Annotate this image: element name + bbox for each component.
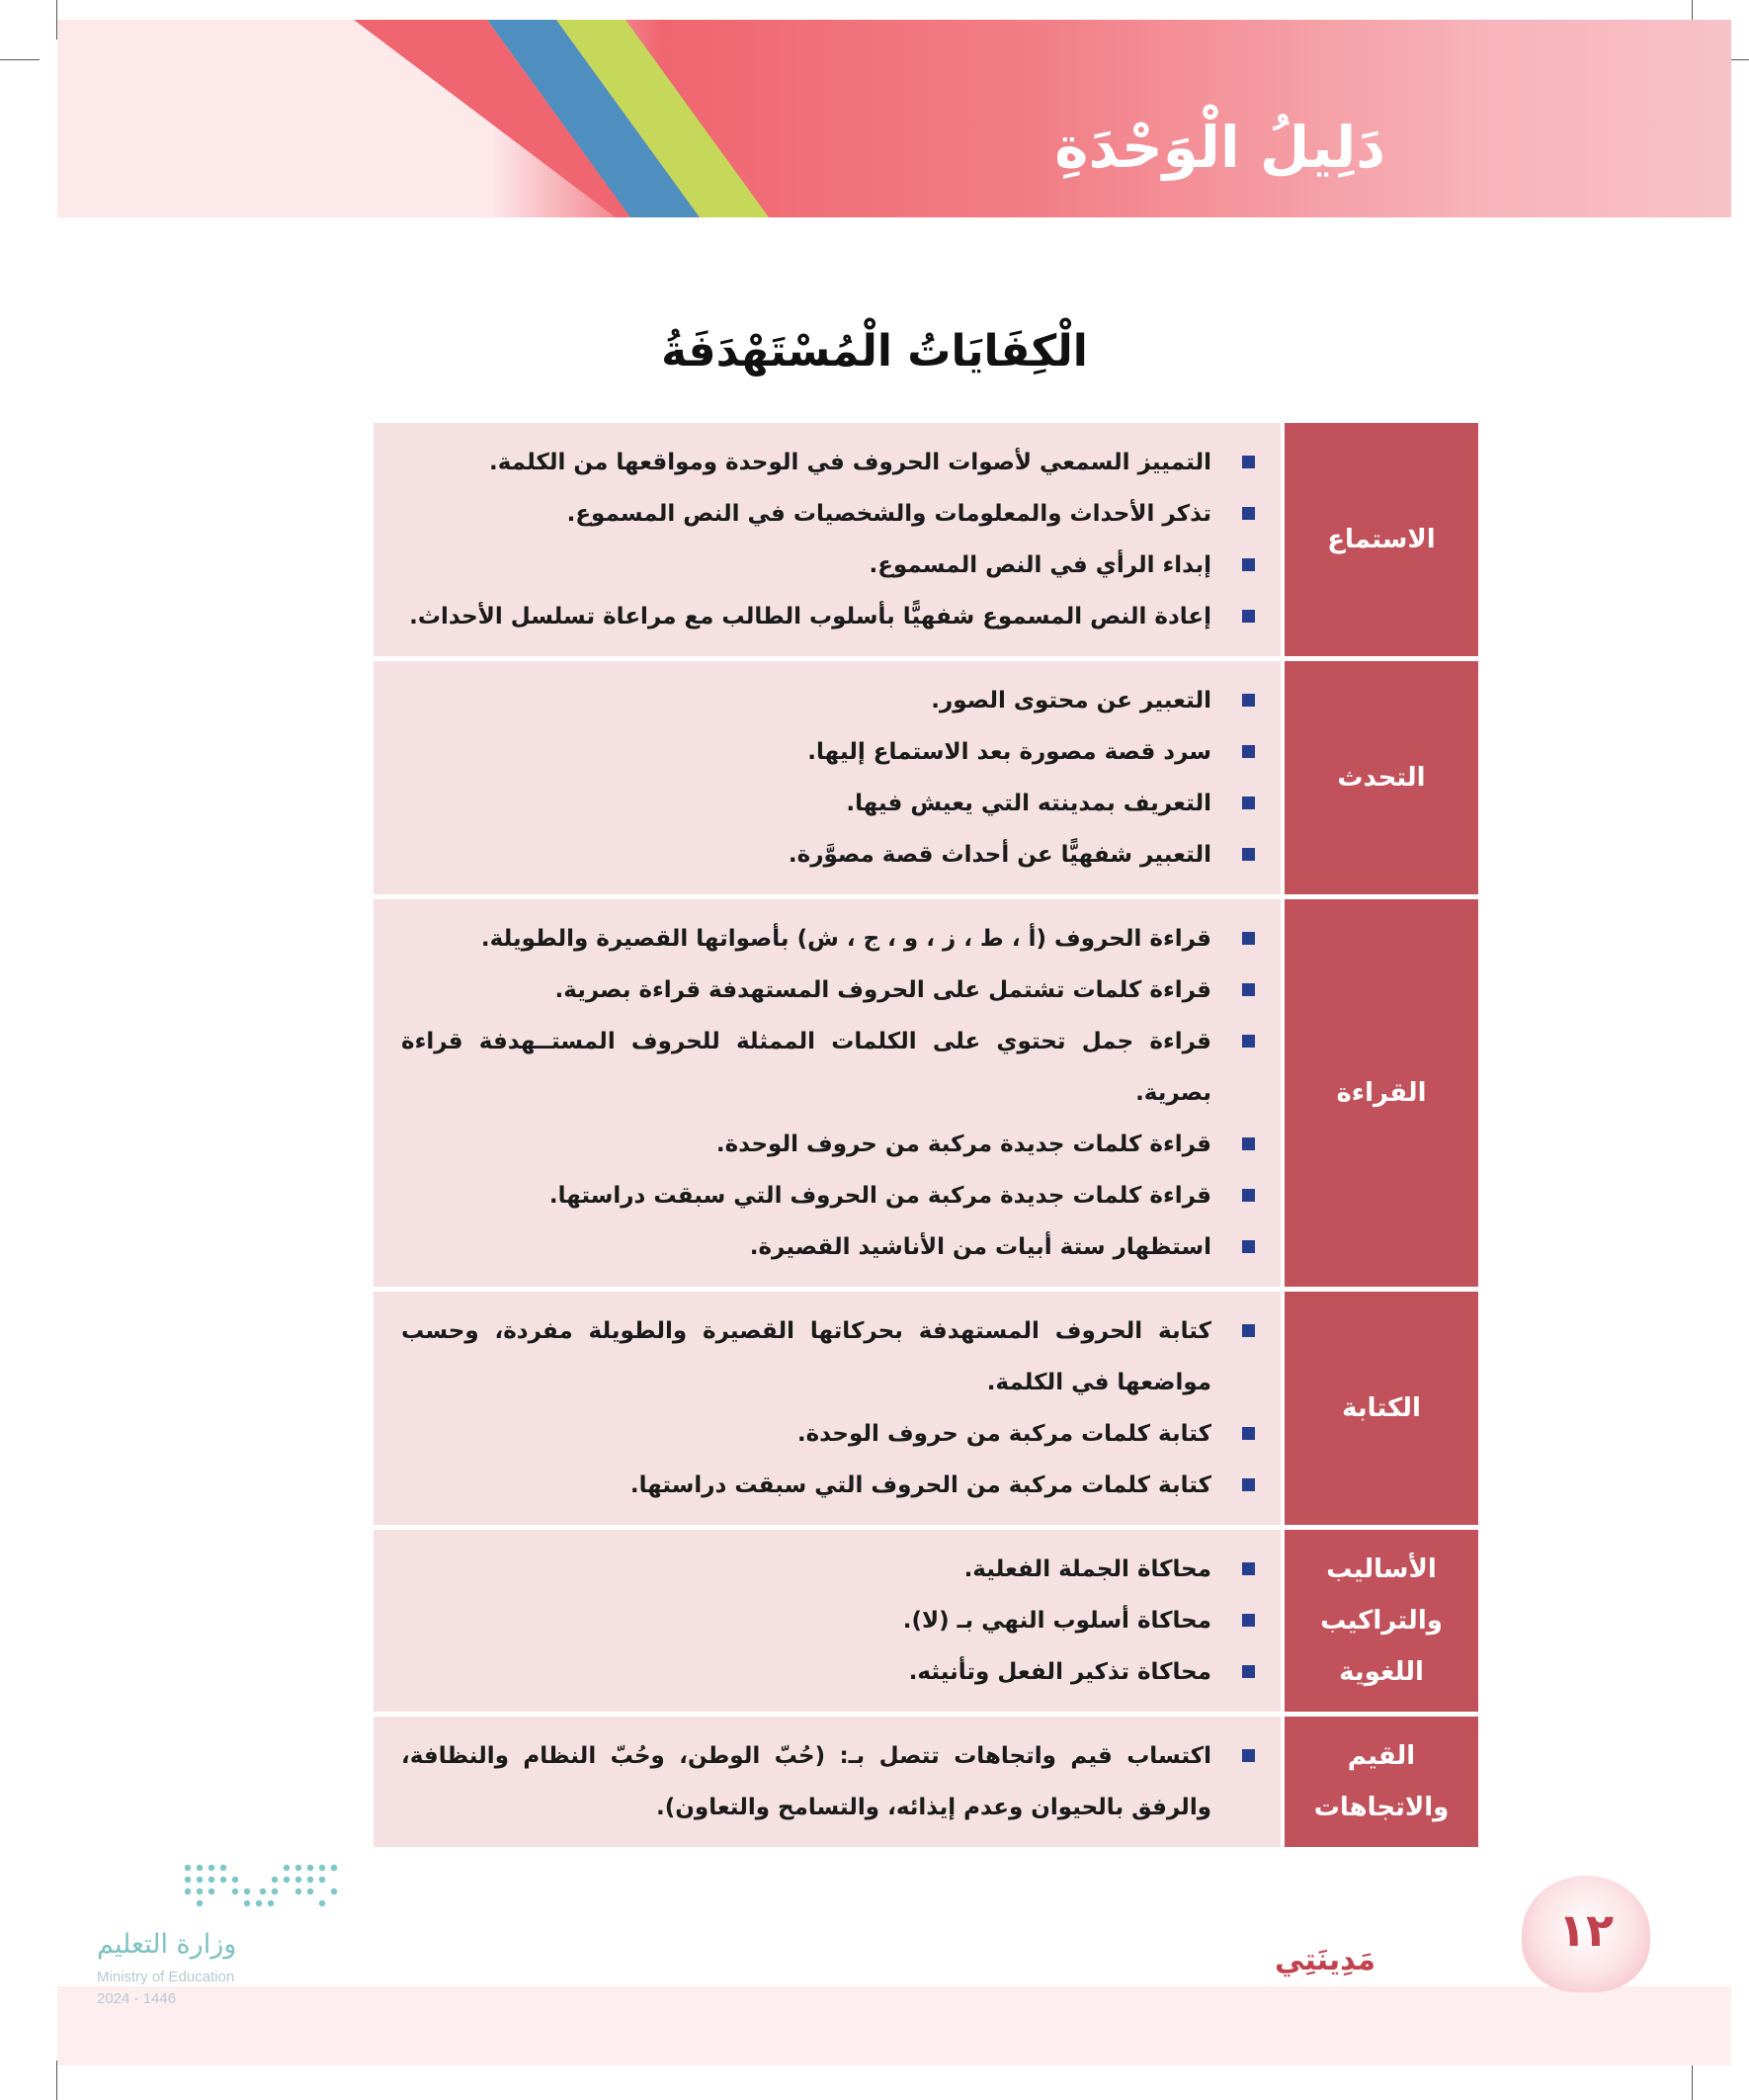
- square-bullet-icon: [1242, 1562, 1255, 1575]
- list-item: إبداء الرأي في النص المسموع.: [401, 540, 1211, 591]
- category-cell: التحدث: [1285, 661, 1478, 894]
- list-item: قراءة جمل تحتوي على الكلمات الممثلة للحروف المستــهدفة قراءة بصرية.: [401, 1016, 1211, 1119]
- category-cell: الأساليب والتراكيب اللغوية: [1285, 1530, 1478, 1712]
- edition-year: 2024 - 1446: [97, 1990, 177, 2007]
- list-item: محاكاة تذكير الفعل وتأنيثه.: [401, 1646, 1211, 1698]
- ministry-name-english: Ministry of Education: [97, 1969, 235, 1985]
- ministry-name-arabic: وزارة التعليم: [97, 1929, 237, 1960]
- list-item: إعادة النص المسموع شفهيًّا بأسلوب الطالب مع مراعاة تسلسل الأحداث.: [401, 591, 1211, 642]
- footer-band: [57, 1986, 1731, 2065]
- table-row: [374, 423, 1478, 656]
- square-bullet-icon: [1242, 797, 1255, 809]
- square-bullet-icon: [1242, 1749, 1255, 1762]
- list-item: التعريف بمدينته التي يعيش فيها.: [401, 778, 1211, 829]
- banner-stripes: [57, 20, 1731, 217]
- list-item: التعبير عن محتوى الصور.: [401, 675, 1211, 726]
- list-item: التمييز السمعي لأصوات الحروف في الوحدة ومواقعها من الكلمة.: [401, 437, 1211, 488]
- list-item: كتابة الحروف المستهدفة بحركاتها القصيرة والطويلة مفردة، وحسب مواضعها في الكلمة.: [401, 1305, 1211, 1408]
- list-item: كتابة كلمات مركبة من الحروف التي سبقت دراستها.: [401, 1460, 1211, 1511]
- crop-mark: [0, 59, 40, 60]
- square-bullet-icon: [1242, 1137, 1255, 1150]
- page-title: الْكِفَايَاتُ الْمُسْتَهْدَفَةُ: [661, 326, 1088, 377]
- square-bullet-icon: [1242, 1478, 1255, 1491]
- items-cell: [374, 1530, 1281, 1712]
- ministry-logo-icon: [178, 1860, 356, 1919]
- square-bullet-icon: [1242, 1189, 1255, 1202]
- list-item: قراءة كلمات جديدة مركبة من الحروف التي سبقت دراستها.: [401, 1170, 1211, 1221]
- crop-mark: [56, 2060, 57, 2100]
- items-cell: [374, 899, 1281, 1287]
- items-cell: [374, 1717, 1281, 1847]
- square-bullet-icon: [1242, 1324, 1255, 1337]
- page-number: ١٢: [1557, 1903, 1615, 1957]
- list-item: محاكاة أسلوب النهي بـ (لا).: [401, 1595, 1211, 1646]
- square-bullet-icon: [1242, 1035, 1255, 1048]
- crop-mark: [1692, 2060, 1693, 2100]
- category-cell: الكتابة: [1285, 1292, 1478, 1525]
- list-item: قراءة الحروف (أ ، ط ، ز ، و ، ج ، ش) بأصواتها القصيرة والطويلة.: [401, 913, 1211, 965]
- square-bullet-icon: [1242, 745, 1255, 758]
- table-row: [374, 1292, 1478, 1525]
- square-bullet-icon: [1242, 694, 1255, 707]
- table-row: [374, 899, 1478, 1287]
- square-bullet-icon: [1242, 610, 1255, 623]
- list-item: سرد قصة مصورة بعد الاستماع إليها.: [401, 726, 1211, 778]
- competencies-table: [374, 423, 1478, 1847]
- square-bullet-icon: [1242, 558, 1255, 571]
- square-bullet-icon: [1242, 848, 1255, 861]
- table-row: [374, 1717, 1478, 1847]
- list-item: محاكاة الجملة الفعلية.: [401, 1544, 1211, 1595]
- square-bullet-icon: [1242, 1665, 1255, 1678]
- list-item: استظهار ستة أبيات من الأناشيد القصيرة.: [401, 1221, 1211, 1273]
- category-cell: القيم والاتجاهات: [1285, 1717, 1478, 1847]
- table-row: [374, 661, 1478, 894]
- table-row: [374, 1530, 1478, 1712]
- list-item: تذكر الأحداث والمعلومات والشخصيات في النص المسموع.: [401, 488, 1211, 540]
- square-bullet-icon: [1242, 1614, 1255, 1627]
- items-cell: [374, 661, 1281, 894]
- list-item: كتابة كلمات مركبة من حروف الوحدة.: [401, 1408, 1211, 1460]
- header-banner: [57, 20, 1731, 217]
- list-item: قراءة كلمات تشتمل على الحروف المستهدفة قراءة بصرية.: [401, 965, 1211, 1016]
- items-cell: [374, 1292, 1281, 1525]
- category-cell: الاستماع: [1285, 423, 1478, 656]
- square-bullet-icon: [1242, 456, 1255, 468]
- category-cell: القراءة: [1285, 899, 1478, 1287]
- list-item: اكتساب قيم واتجاهات تتصل بـ: (حُبّ الوطن، وحُبّ النظام والنظافة، والرفق بالحيوان وعدم إيذائه، والتسامح والتعاون).: [401, 1730, 1211, 1833]
- unit-name: مَدِينَتِي: [1275, 1943, 1376, 1977]
- square-bullet-icon: [1242, 932, 1255, 945]
- square-bullet-icon: [1242, 1427, 1255, 1440]
- list-item: التعبير شفهيًّا عن أحداث قصة مصوَّرة.: [401, 829, 1211, 881]
- square-bullet-icon: [1242, 507, 1255, 520]
- items-cell: [374, 423, 1281, 656]
- list-item: قراءة كلمات جديدة مركبة من حروف الوحدة.: [401, 1119, 1211, 1170]
- square-bullet-icon: [1242, 1240, 1255, 1253]
- square-bullet-icon: [1242, 983, 1255, 996]
- unit-guide-title: دَلِيلُ الْوَحْدَةِ: [1054, 114, 1385, 181]
